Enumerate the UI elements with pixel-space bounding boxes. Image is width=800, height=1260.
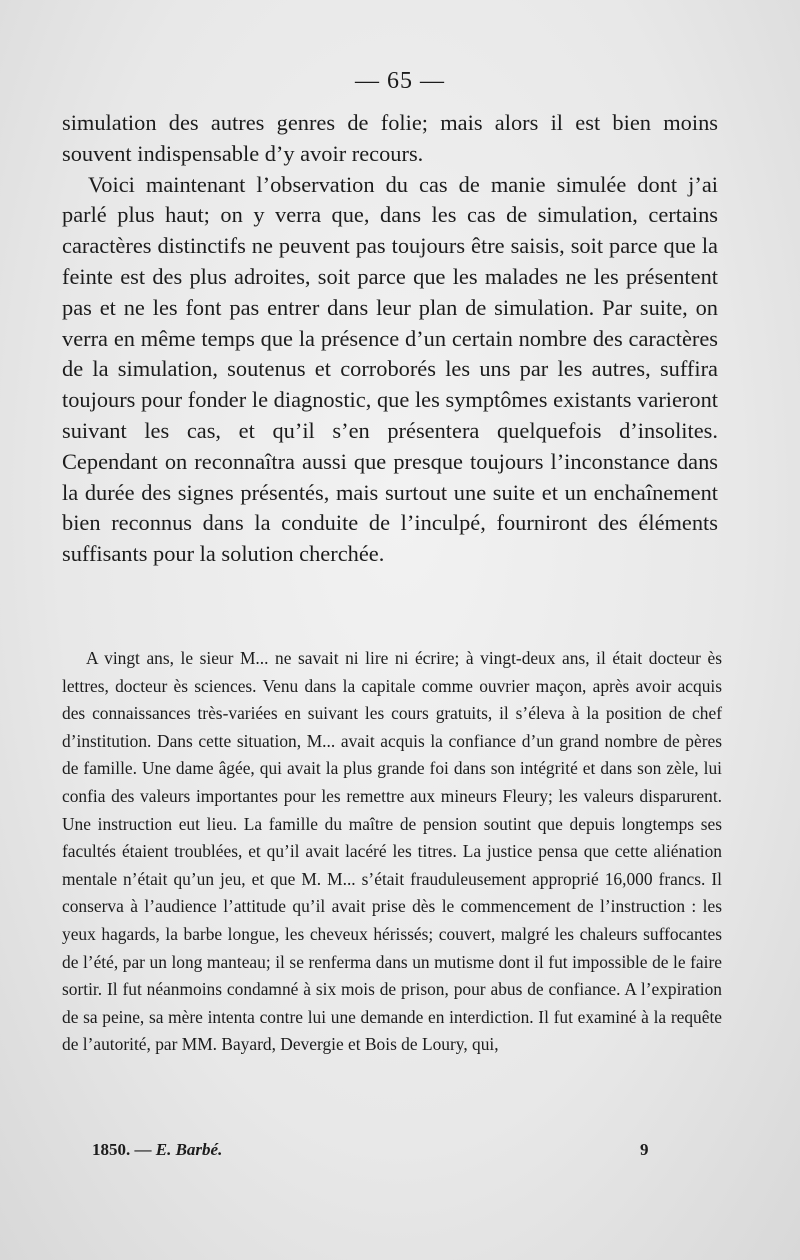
case-paragraph: A vingt ans, le sieur M... ne savait ni lire ni écrire; à vingt-deux ans, il était docteur ès lettres, docteur ès sciences. Venu dans la capitale comme ouvrier maçon, après avoir acquis des connaissances très-variées en suivant les cours gratuits, il s’éleva à la position de chef d’institution. Dans cette situation, M... avait acquis la confiance d’un grand nombre de pères de famille. Une dame âgée, qui avait la plus grande foi dans son intégrité et dans son zèle, lui confia des valeurs importantes pour les remettre aux mineurs Fleury; les valeurs disparurent. Une instruction eut lieu. La famille du maître de pension soutint que depuis longtemps ses facultés étaient troublées, et qu’il avait lacéré les titres. La justice pensa que cette aliénation mentale n’était qu’un jeu, et que M. M... s’était frauduleusement approprié 16,000 francs. Il conserva à l’audience l’attitude qu’il avait prise dès le commencement de l’instruction : les yeux hagards, la barbe longue, les cheveux hérissés; couvert, malgré les chaleurs suffocantes de l’été, par un long manteau; il se renferma dans un mutisme dont il fut impossible de le faire sortir. Il fut néanmoins condamné à six mois de prison, pour abus de confiance. A l’expiration de sa peine, sa mère intenta contre lui une demande en interdiction. Il fut examiné à la requête de l’autorité, par MM. Bayard, Devergie et Bois de Loury, qui, — [62, 648, 722, 1055]
signature-year: 1850. — — [92, 1140, 152, 1159]
sheet-number: 9 — [640, 1140, 649, 1159]
paragraph-continuation: simulation des autres genres de folie; mais alors il est bien moins souvent indispensable d’y avoir recours. — [62, 110, 718, 166]
paragraph-observation-intro: Voici maintenant l’observation du cas de manie simulée dont j’ai parlé plus haut; on y verra que, dans les cas de simulation, certains caractères distinctifs ne peuvent pas toujours être saisis, soit parce que la feinte est des plus adroites, soit parce que les malades ne les présentent pas et ne les font pas entrer dans leur plan de simulation. Par suite, on verra en même temps que la présence d’un certain nombre des caractères de la simulation, soutenus et corroborés les uns par les autres, suffira toujours pour fonder le diagnostic, que les symptômes existants varieront suivant les cas, et qu’il s’en présentera quelquefois d’insolites. Cependant on reconnaîtra aussi que presque toujours l’inconstance dans la durée des signes présentés, mais surtout une suite et un enchaînement bien reconnus dans la conduite de l’inculpé, fourniront des éléments suffisants pour la solution cherchée. — [62, 171, 718, 567]
case-report — [62, 645, 722, 1059]
page-number: — 65 — — [355, 68, 445, 94]
signature-author: E. Barbé. — [155, 1140, 223, 1159]
main-text — [62, 108, 718, 570]
signature-line — [92, 1140, 222, 1160]
